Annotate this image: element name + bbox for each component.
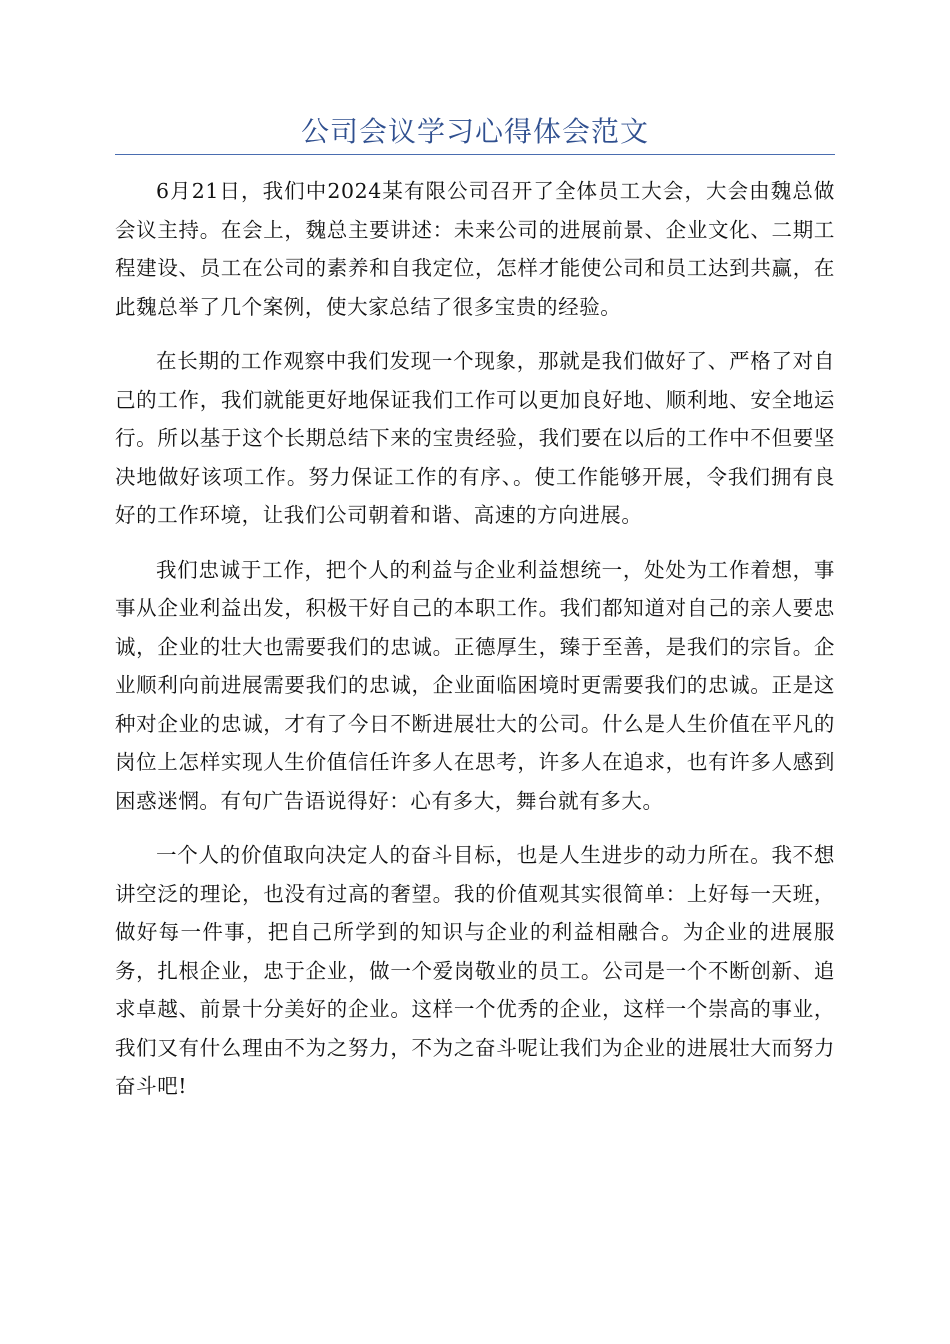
- paragraph-1: 6月21日，我们中2024某有限公司召开了全体员工大会，大会由魏总做会议主持。在会上，魏总主要讲述：未来公司的进展前景、企业文化、二期工程建设、员工在公司的素养和自我定位，怎样才能使公司和员工达到共赢，在此魏总举了几个案例，使大家总结了很多宝贵的经验。: [115, 179, 835, 319]
- paragraph-2: 在长期的工作观察中我们发现一个现象，那就是我们做好了、严格了对自己的工作，我们就能更好地保证我们工作可以更加良好地、顺利地、安全地运行。所以基于这个长期总结下来的宝贵经验，我们要在以后的工作中不但要坚决地做好该项工作。努力保证工作的有序、。使工作能够开展，令我们拥有良好的工作环境，让我们公司朝着和谐、高速的方向进展。: [115, 349, 835, 527]
- document-title: 公司会议学习心得体会范文: [300, 115, 649, 148]
- document-body: [115, 172, 835, 1122]
- title-underline: [115, 154, 835, 155]
- paragraph-4: 一个人的价值取向决定人的奋斗目标，也是人生进步的动力所在。我不想讲空泛的理论，也没有过高的奢望。我的价值观其实很简单：上好每一天班，做好每一件事，把自己所学到的知识与企业的利益相融合。为企业的进展服务，扎根企业，忠于企业，做一个爱岗敬业的员工。公司是一个不断创新、追求卓越、前景十分美好的企业。这样一个优秀的企业，这样一个崇高的事业，我们又有什么理由不为之努力，不为之奋斗呢让我们为企业的进展壮大而努力奋斗吧!: [115, 843, 835, 1098]
- paragraph-3: 我们忠诚于工作，把个人的利益与企业利益想统一，处处为工作着想，事事从企业利益出发，积极干好自己的本职工作。我们都知道对自己的亲人要忠诚，企业的壮大也需要我们的忠诚。正德厚生，臻于至善，是我们的宗旨。企业顺利向前进展需要我们的忠诚，企业面临困境时更需要我们的忠诚。正是这种对企业的忠诚，才有了今日不断进展壮大的公司。什么是人生价值在平凡的岗位上怎样实现人生价值信任许多人在思考，许多人在追求，也有许多人感到困惑迷惘。有句广告语说得好：心有多大，舞台就有多大。: [115, 557, 835, 813]
